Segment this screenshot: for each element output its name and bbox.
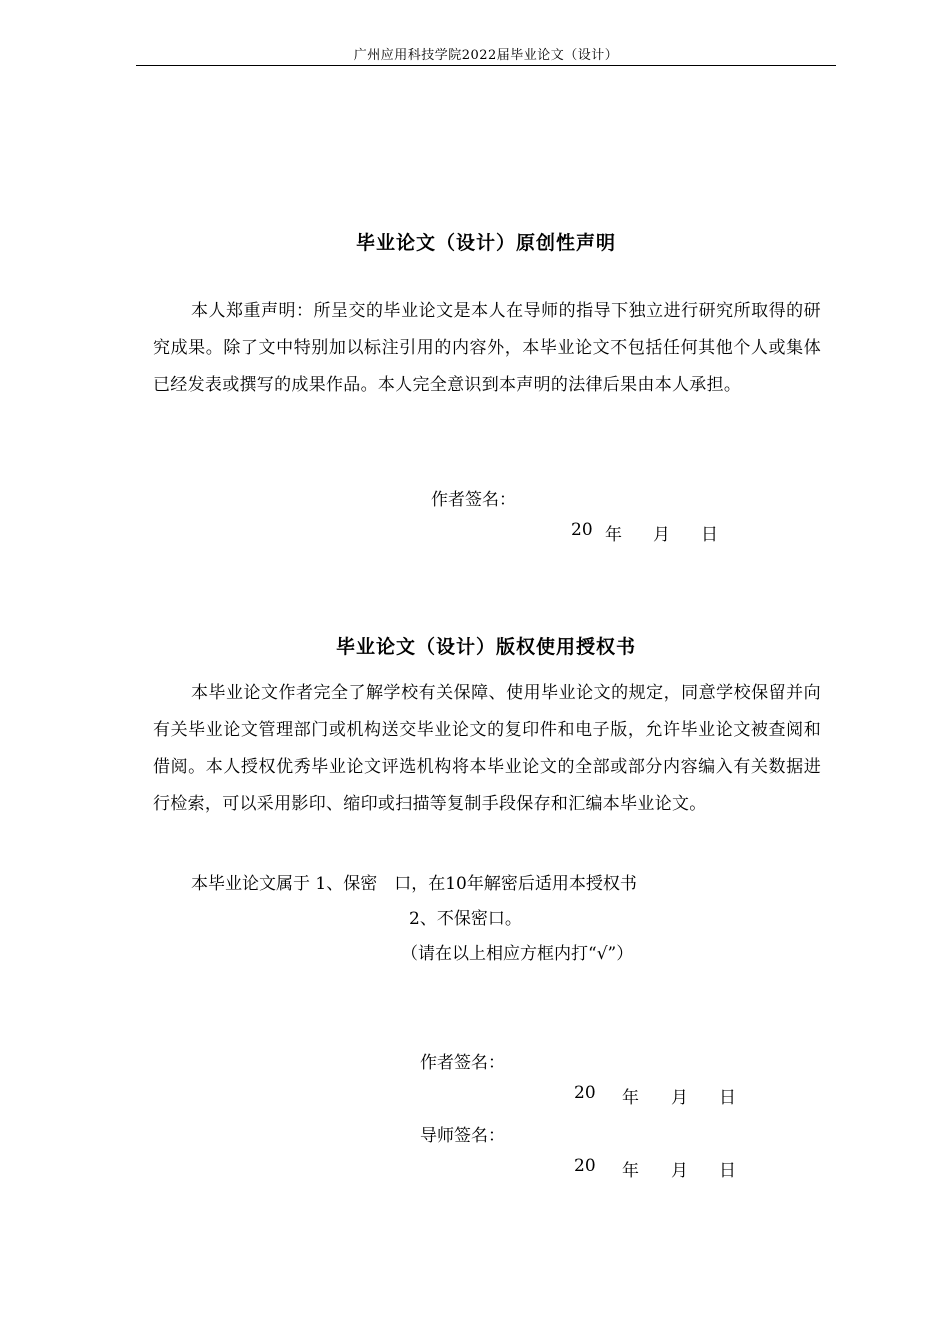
originality-date-year: 年 (605, 525, 622, 545)
advisor-signature-label: 导师签名： (420, 1126, 505, 1146)
originality-date-month: 月 (653, 525, 670, 545)
confidentiality-option-1: 本毕业论文属于 1、保密 口，在10年解密后适用本授权书 (191, 874, 637, 894)
advisor-date-year: 年 (622, 1161, 639, 1181)
originality-author-signature-label: 作者签名： (431, 490, 516, 510)
confidentiality-option-2: 2、不保密口。 (409, 909, 522, 929)
copyright-title: 毕业论文（设计）版权使用授权书 (335, 636, 636, 658)
checkbox-instruction-note: （请在以上相应方框内打“√”） (401, 944, 634, 964)
originality-date-day: 日 (701, 525, 718, 545)
copyright-author-date-year: 年 (622, 1088, 639, 1108)
copyright-author-date-month: 月 (671, 1088, 688, 1108)
originality-date-year-prefix: 20 (571, 520, 593, 540)
advisor-date-day: 日 (719, 1161, 736, 1181)
advisor-date-year-prefix: 20 (574, 1156, 596, 1176)
header-divider (136, 65, 836, 66)
advisor-date-month: 月 (671, 1161, 688, 1181)
page-header: 广州应用科技学院2022届毕业论文（设计） (353, 48, 619, 63)
copyright-author-signature-label: 作者签名： (420, 1053, 505, 1073)
copyright-body: 本毕业论文作者完全了解学校有关保障、使用毕业论文的规定，同意学校保留并向有关毕业论文管理部门或机构送交毕业论文的复印件和电子版，允许毕业论文被查阅和借阅。本人授权优秀毕业论文评选机构将本毕业论文的全部或部分内容编入有关数据进行检索，可以采用影印、缩印或扫描等复制手段保存和汇编本毕业论文。 (153, 683, 821, 814)
originality-body: 本人郑重声明：所呈交的毕业论文是本人在导师的指导下独立进行研究所取得的研究成果。除了文中特别加以标注引用的内容外，本毕业论文不包括任何其他个人或集体已经发表或撰写的成果作品。本人完全意识到本声明的法律后果由本人承担。 (153, 301, 821, 395)
copyright-author-date-day: 日 (719, 1088, 736, 1108)
originality-title: 毕业论文（设计）原创性声明 (355, 232, 616, 254)
copyright-author-date-year-prefix: 20 (574, 1083, 596, 1103)
